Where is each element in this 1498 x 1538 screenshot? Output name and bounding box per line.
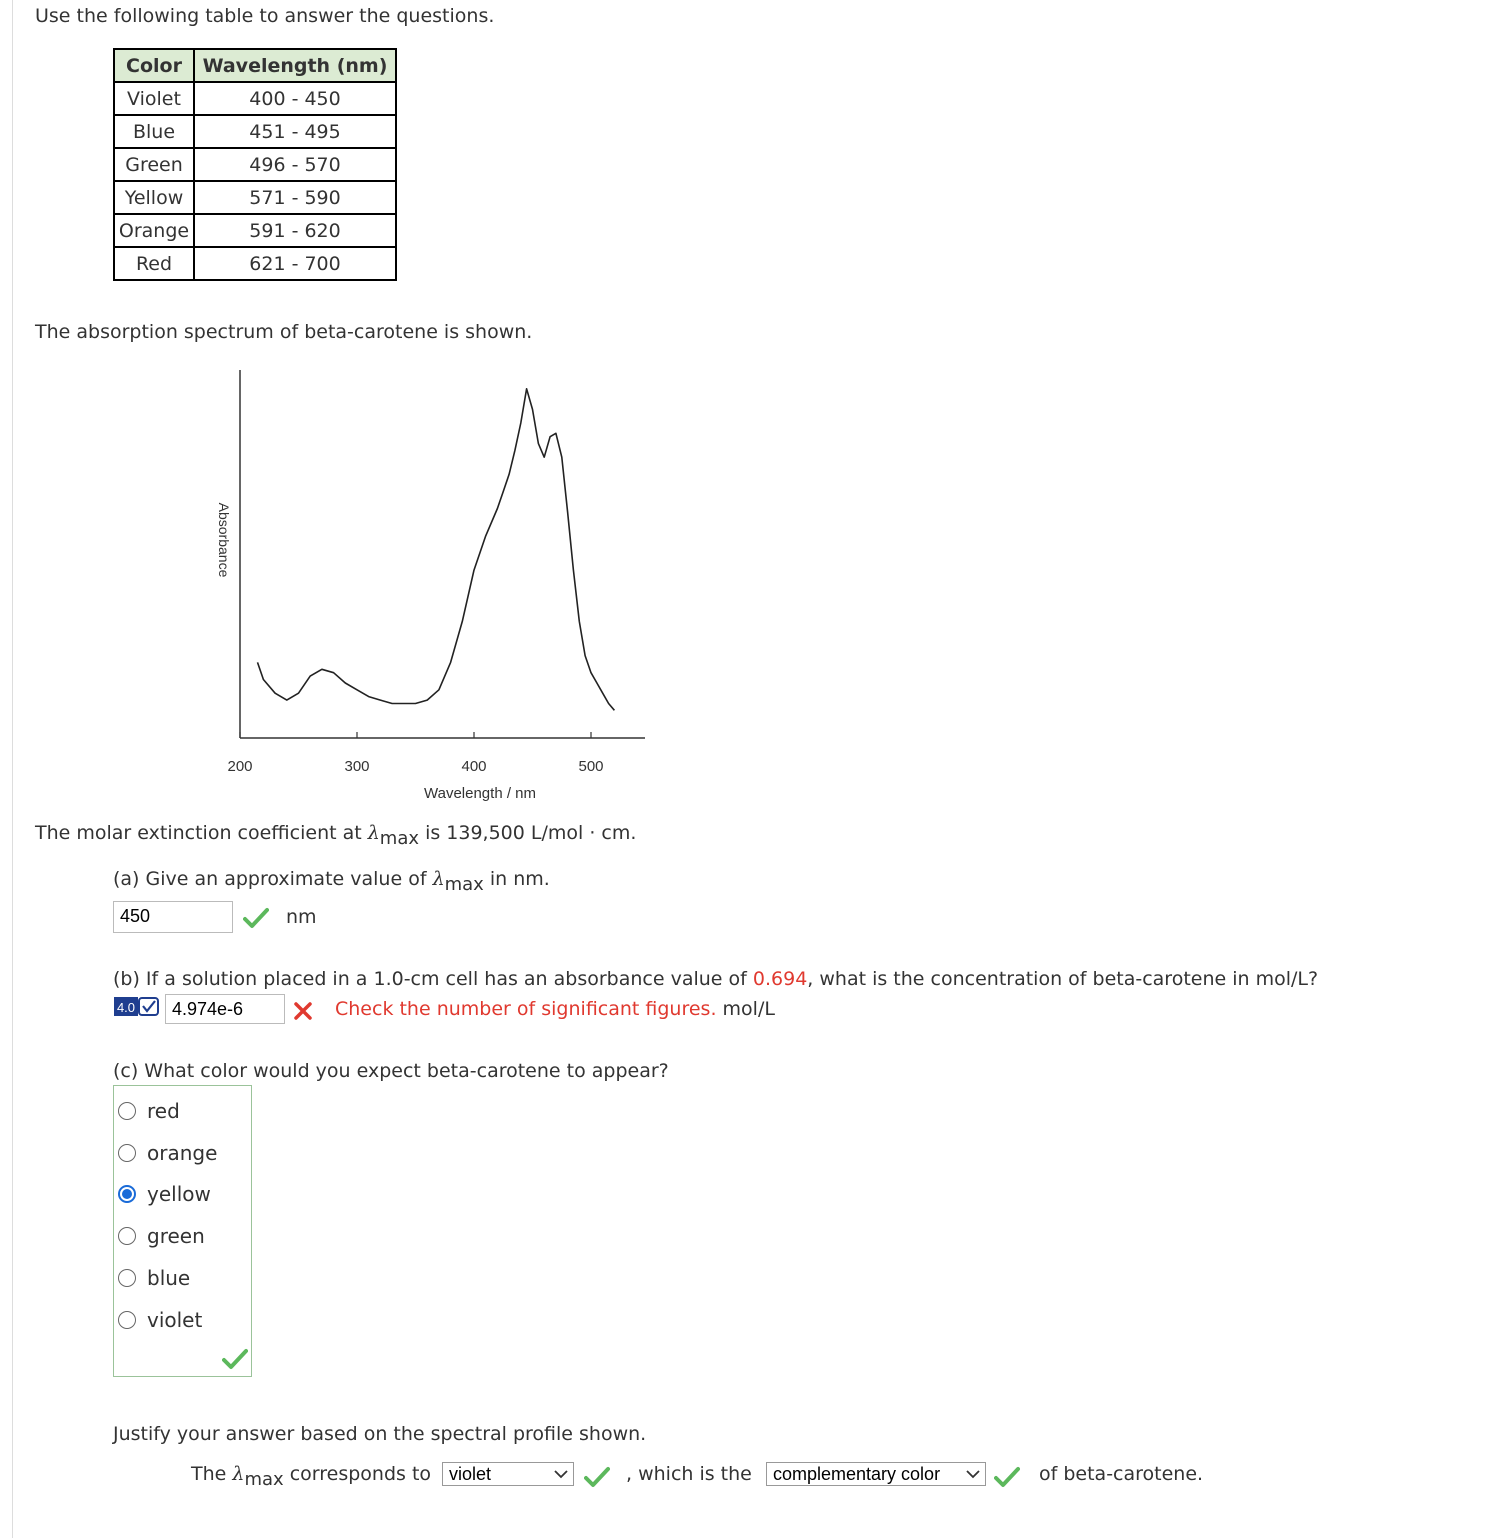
part-a-prefix: (a) Give an approximate value of [113,868,427,890]
color-options-group [113,1085,252,1377]
part-b-question [113,968,1318,990]
table-cell: Red [114,247,194,280]
y-axis-label: Absorbance [216,502,232,578]
table-cell: 400 - 450 [194,82,396,115]
table-cell: Green [114,148,194,181]
wavelength-color-select[interactable] [442,1462,574,1486]
radio-button[interactable] [118,1311,136,1329]
table-row [114,247,396,280]
x-tick-label: 400 [461,758,487,775]
table-row [114,82,396,115]
x-axis-label: Wavelength / nm [424,785,536,802]
radio-button[interactable] [118,1269,136,1287]
option-violet[interactable] [118,1308,202,1332]
lambda-symbol: λ [432,868,445,890]
radio-button[interactable] [118,1227,136,1245]
part-a-question [113,868,550,895]
color-wavelength-table [113,48,397,281]
spectrum-intro: The absorption spectrum of beta-carotene is shown. [35,321,533,343]
correct-check-icon [994,1466,1020,1488]
table-row [114,181,396,214]
table-cell: 591 - 620 [194,214,396,247]
badge-text: 4.0 [116,1000,136,1015]
absorption-spectrum-chart [190,360,660,810]
select-value: complementary color [773,1464,941,1484]
justify-prompt: Justify your answer based on the spectral profile shown. [113,1423,647,1445]
table-row [114,148,396,181]
radio-button[interactable] [118,1144,136,1162]
attempt-badge [114,996,160,1018]
chevron-down-icon [965,1466,981,1482]
part-a-unit: nm [286,906,317,928]
absorbance-value: 0.694 [752,968,808,990]
option-label: green [147,1224,205,1248]
justify-suffix: of beta-carotene. [1039,1463,1204,1485]
justify-mid1: corresponds to [289,1463,432,1485]
intro-text: Use the following table to answer the questions. [35,5,495,27]
table-row [114,214,396,247]
spectrum-line [258,389,615,711]
option-label: violet [147,1308,203,1332]
lambda-max-input[interactable]: 450 [113,901,233,933]
x-tick-label: 500 [578,758,604,775]
sigfig-feedback: Check the number of significant figures. [335,998,717,1020]
part-a-suffix: in nm. [489,868,550,890]
part-b-suffix: , what is the concentration of beta-carotene in mol/L? [807,968,1319,990]
molar-coefficient-text [35,822,636,849]
option-yellow[interactable] [118,1182,211,1206]
justify-prefix: The [191,1463,227,1485]
relationship-select[interactable] [766,1462,986,1486]
lambda-symbol: λ [367,822,380,844]
table-cell: Orange [114,214,194,247]
justify-mid2: , which is the [626,1463,752,1485]
lambda-subscript: max [244,1469,284,1490]
correct-check-icon [584,1466,610,1488]
part-b-feedback-line [335,998,775,1020]
lambda-subscript: max [444,874,484,895]
x-tick-label: 200 [227,758,253,775]
correct-check-icon [222,1348,248,1370]
table-cell: 571 - 590 [194,181,396,214]
radio-button[interactable] [118,1102,136,1120]
table-cell: Blue [114,115,194,148]
part-b-unit: mol/L [722,998,775,1020]
option-green[interactable] [118,1224,205,1248]
lambda-subscript: max [379,828,420,849]
table-row [114,115,396,148]
option-red[interactable] [118,1099,180,1123]
chevron-down-icon [553,1466,569,1482]
option-orange[interactable] [118,1141,217,1165]
molar-suffix: is 139,500 L/mol · cm. [425,822,637,844]
table-cell: Yellow [114,181,194,214]
table-cell: 496 - 570 [194,148,396,181]
option-label: blue [147,1266,191,1290]
option-label: red [147,1099,180,1123]
table-header-color: Color [114,49,194,82]
table-cell: 451 - 495 [194,115,396,148]
table-cell: Violet [114,82,194,115]
part-c-question: (c) What color would you expect beta-carotene to appear? [113,1060,669,1082]
correct-check-icon [243,907,269,929]
part-b-prefix: (b) If a solution placed in a 1.0-cm cell has an absorbance value of [113,968,747,990]
molar-prefix: The molar extinction coefficient at [35,822,362,844]
table-header-wavelength: Wavelength (nm) [194,49,396,82]
left-border [12,0,13,1538]
option-label: yellow [147,1182,211,1206]
select-value: violet [449,1464,492,1484]
concentration-input[interactable]: 4.974e-6 [165,994,285,1024]
justify-sentence-start [191,1463,431,1490]
x-tick-label: 300 [344,758,370,775]
option-label: orange [147,1141,218,1165]
radio-button-selected[interactable] [118,1185,136,1203]
incorrect-x-icon [292,1000,314,1022]
lambda-symbol: λ [232,1463,245,1485]
option-blue[interactable] [118,1266,190,1290]
table-cell: 621 - 700 [194,247,396,280]
